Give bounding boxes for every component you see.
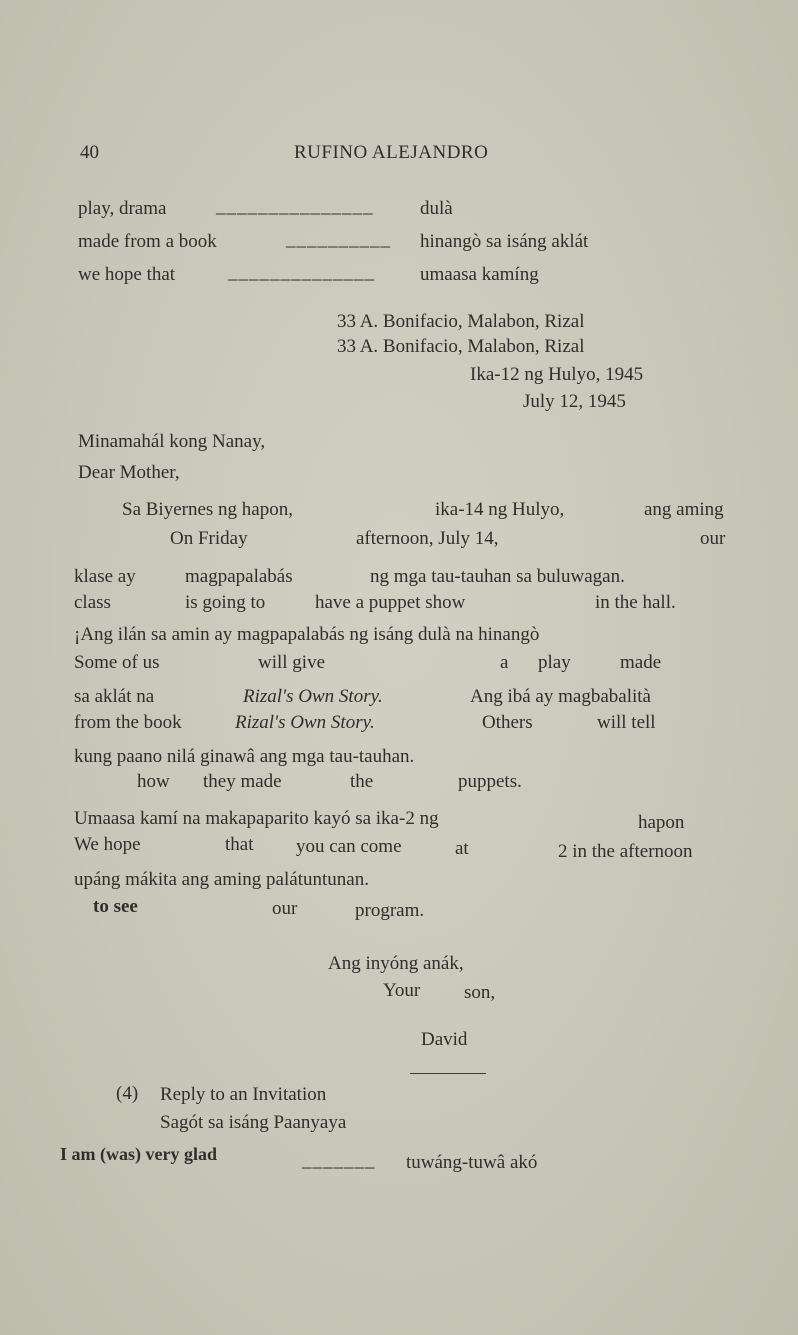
gloss-line-1b: afternoon, July 14,: [356, 528, 499, 549]
gloss-line-7a: to see: [93, 896, 138, 917]
gloss-line-6c: you can come: [296, 836, 402, 857]
address-line-2: 33 A. Bonifacio, Malabon, Rizal: [337, 336, 585, 357]
vocab-leader-3: ______________: [228, 262, 375, 283]
section-title-tagalog: Sagót sa isáng Paanyaya: [160, 1112, 347, 1133]
body-line-2a: klase ay: [74, 566, 136, 587]
gloss-line-5d: puppets.: [458, 771, 522, 792]
gloss-line-4c: Others: [482, 712, 533, 733]
closing-english-son: son,: [464, 982, 496, 1003]
gloss-line-2c: have a puppet show: [315, 592, 466, 613]
body-line-1c: ang aming: [644, 499, 724, 520]
gloss-line-3c: a: [500, 652, 509, 673]
gloss-line-6b: that: [225, 834, 254, 855]
gloss-line-3b: will give: [258, 652, 326, 673]
gloss-line-6e: 2 in the afternoon: [558, 841, 693, 862]
body-line-1a: Sa Biyernes ng hapon,: [122, 499, 293, 520]
date-english: July 12, 1945: [523, 391, 626, 412]
gloss-line-7b: our: [272, 898, 298, 919]
closing-english-your: Your: [383, 980, 421, 1001]
vocab-tagalog-3: umaasa kamíng: [420, 264, 539, 285]
vocab-leader-1: _______________: [216, 196, 374, 217]
vocab-tagalog-1: dulà: [420, 198, 453, 219]
vocab-english-2: made from a book: [78, 231, 217, 252]
date-tagalog: Ika-12 ng Hulyo, 1945: [470, 364, 644, 385]
last-vocab-tagalog: tuwáng-tuwâ akó: [406, 1152, 538, 1173]
gloss-line-5b: they made: [203, 771, 282, 792]
section-divider: [410, 1073, 486, 1074]
vocab-english-3: we hope that: [78, 264, 176, 285]
signature: David: [421, 1029, 468, 1050]
gloss-line-3d: play: [538, 652, 571, 673]
body-line-4a: sa aklát na: [74, 686, 155, 707]
gloss-line-1c: our: [700, 528, 726, 549]
body-line-4b: Rizal's Own Story.: [243, 686, 383, 707]
vocab-english-1: play, drama: [78, 198, 167, 219]
gloss-line-4d: will tell: [597, 712, 656, 733]
gloss-line-1a: On Friday: [170, 528, 248, 549]
body-line-6a: Umaasa kamí na makapaparito kayó sa ika-2 ng: [74, 808, 439, 829]
page-number: 40: [80, 142, 99, 163]
running-head: RUFINO ALEJANDRO: [294, 142, 489, 163]
address-line-1: 33 A. Bonifacio, Malabon, Rizal: [337, 311, 585, 332]
salutation-tagalog: Minamahál kong Nanay,: [78, 431, 266, 452]
section-title-english: Reply to an Invitation: [160, 1084, 327, 1105]
gloss-line-2a: class: [74, 592, 111, 613]
last-vocab-leader: _______: [302, 1150, 376, 1171]
vocab-tagalog-2: hinangò sa isáng aklát: [420, 231, 589, 252]
vocab-leader-2: __________: [286, 229, 391, 250]
body-line-2c: ng mga tau-tauhan sa buluwagan.: [370, 566, 625, 587]
gloss-line-4a: from the book: [74, 712, 182, 733]
gloss-line-3e: made: [620, 652, 662, 673]
body-line-1b: ika-14 ng Hulyo,: [435, 499, 565, 520]
gloss-line-2b: is going to: [185, 592, 266, 613]
section-number: (4): [116, 1083, 139, 1104]
body-line-5a: kung paano nilá ginawâ ang mga tau-tauhan.: [74, 746, 415, 767]
body-line-7a: upáng mákita ang aming palátuntunan.: [74, 869, 369, 890]
body-line-3a: ¡Ang ilán sa amin ay magpapalabás ng isáng dulà na hinangò: [74, 624, 540, 645]
gloss-line-6a: We hope: [74, 834, 141, 855]
salutation-english: Dear Mother,: [78, 462, 180, 483]
last-vocab-english: I am (was) very glad: [60, 1144, 217, 1164]
gloss-line-5c: the: [350, 771, 374, 792]
body-line-4c: Ang ibá ay magbabalità: [470, 686, 651, 707]
body-line-2b: magpapalabás: [185, 566, 293, 587]
gloss-line-7c: program.: [355, 900, 425, 921]
closing-tagalog: Ang inyóng anák,: [328, 953, 464, 974]
gloss-line-3a: Some of us: [74, 652, 160, 673]
gloss-line-6d: at: [455, 838, 469, 859]
gloss-line-5a: how: [137, 771, 170, 792]
gloss-line-4b: Rizal's Own Story.: [235, 712, 375, 733]
gloss-line-2d: in the hall.: [595, 592, 676, 613]
body-line-6b: hapon: [638, 812, 685, 833]
